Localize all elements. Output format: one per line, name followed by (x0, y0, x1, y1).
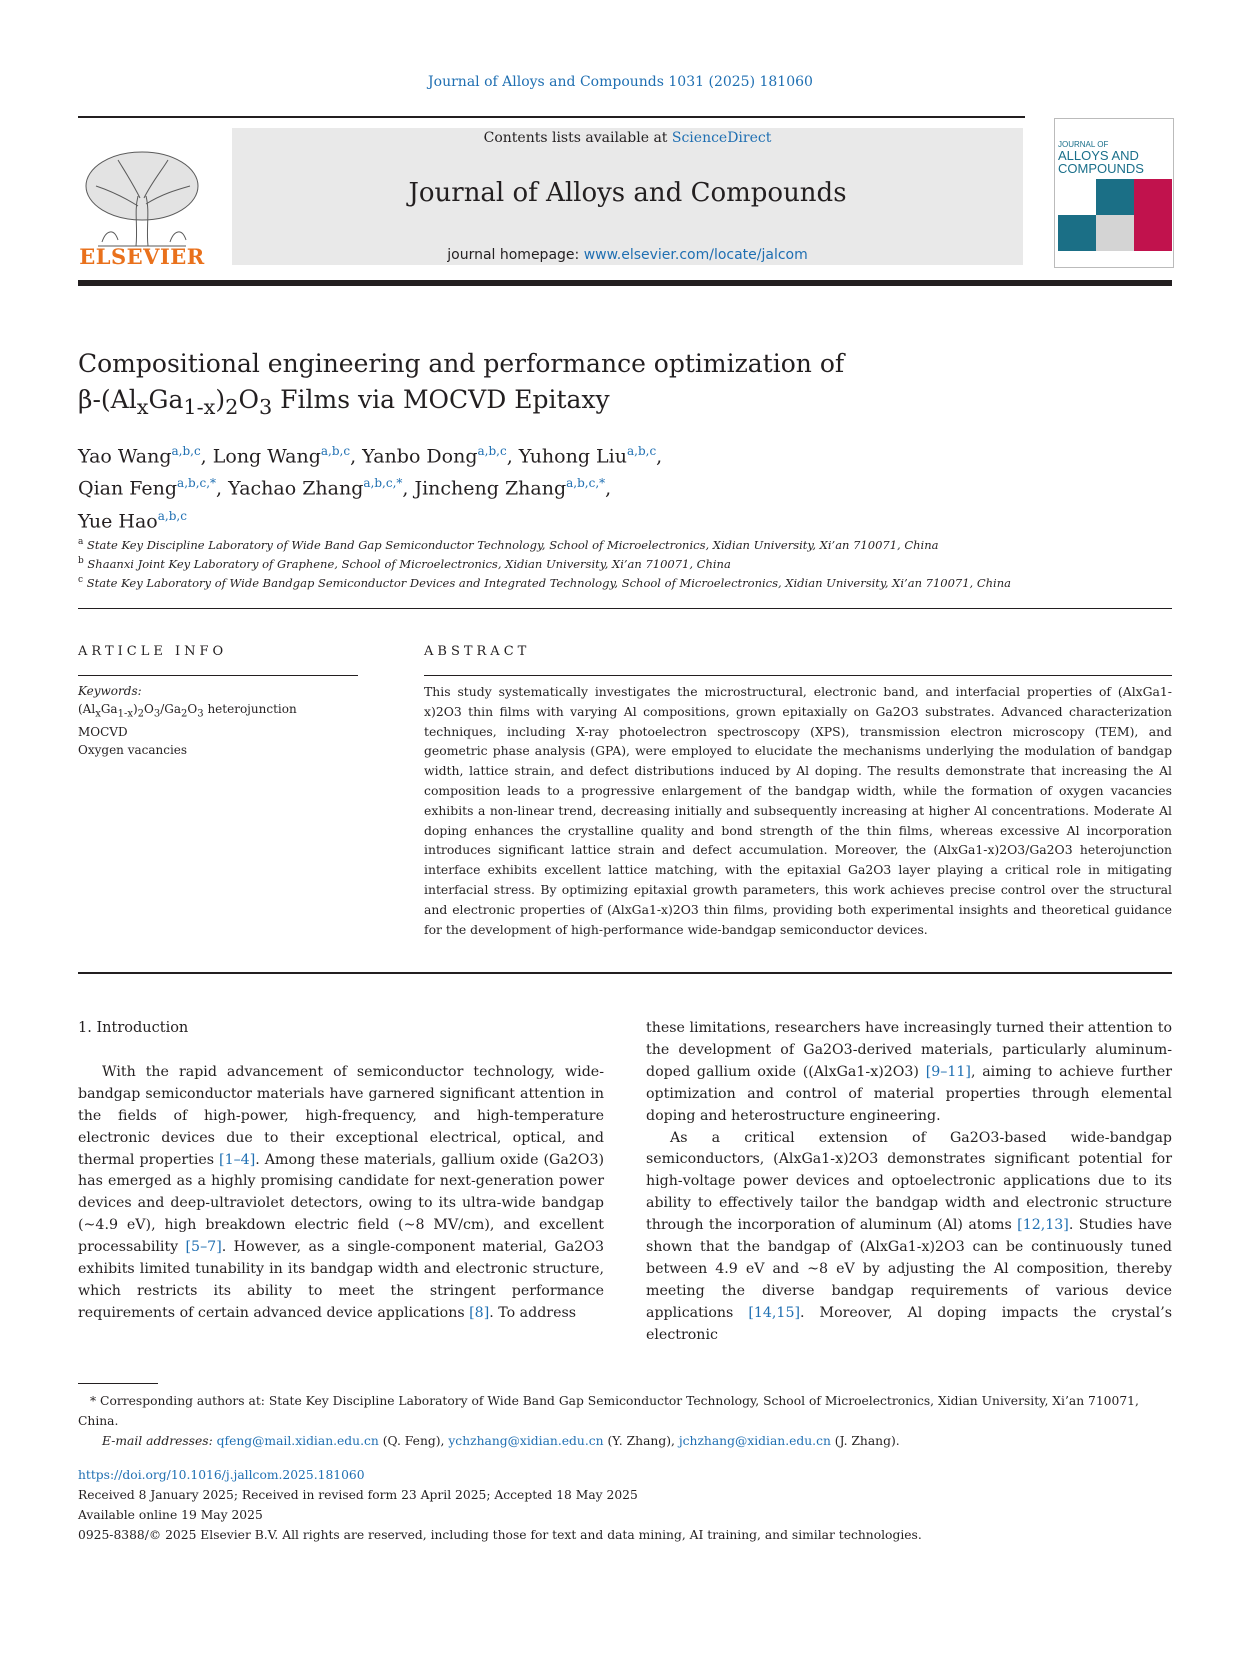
article-info-heading: ARTICLE INFO (78, 644, 228, 659)
sciencedirect-link[interactable]: ScienceDirect (671, 130, 772, 146)
header-rule (78, 116, 1025, 118)
email-ychzhang[interactable]: ychzhang@xidian.edu.cn (448, 1434, 604, 1448)
online-date: Available online 19 May 2025 (78, 1508, 263, 1522)
ref-12-13[interactable]: [12,13] (1017, 1217, 1069, 1234)
intro-paragraph-1: With the rapid advancement of semiconductor technology, wide-bandgap semiconductor materials have garnered significant attention in the fields of high-power, high-frequency, and high-temperature electronic devices due to their exceptional electrical, optical, and thermal properties [1–4]. Among these materials, gallium oxide (Ga2O3) has emerged as a highly promising candidate for next-generation power devices and deep-ultraviolet detectors, owing to its ultra-wide bandgap (~4.9 eV), high breakdown electric field (~8 MV/cm), and excellent processability [5–7]. However, as a single-component material, Ga2O3 exhibits limited tunability in its bandgap width and electronic structure, which restricts its ability to meet the stringent performance requirements of certain advanced device applications [8]. To address (78, 1063, 605, 1321)
author-name[interactable]: Yao Wang (78, 445, 172, 468)
keyword-1: $(Al_xGa_{1-x})_2O_3/Ga_2O_3$ heterojunction (78, 702, 297, 720)
body-column-right (646, 1018, 1172, 1347)
article-meta (78, 1465, 1172, 1545)
received-dates: Received 8 January 2025; Received in revised form 23 April 2025; Accepted 18 May 2025 (78, 1488, 638, 1502)
author-affiliation-marks[interactable]: a,b,c,* (566, 476, 606, 491)
journal-title: Journal of Alloys and Compounds (408, 178, 847, 208)
ref-9-11[interactable]: [9–11] (925, 1063, 971, 1080)
keywords-block (78, 682, 378, 759)
ref-14-15[interactable]: [14,15] (748, 1304, 801, 1321)
homepage-link[interactable]: www.elsevier.com/locate/jalcom (583, 247, 808, 263)
journal-citation[interactable]: Journal of Alloys and Compounds 1031 (2025) 181060 (428, 74, 813, 90)
keywords-label: Keywords: (78, 684, 142, 698)
author-separator: , (506, 445, 519, 468)
author-affiliation-marks[interactable]: a,b,c,* (363, 476, 403, 491)
corresponding-note: * Corresponding authors at: State Key Discipline Laboratory of Wide Band Gap Semiconductor Technology, School of Microelectronics, Xidian University, Xi’an 710071, China. (78, 1394, 1139, 1428)
email-qfeng[interactable]: qfeng@mail.xidian.edu.cn (216, 1434, 379, 1448)
elsevier-wordmark: ELSEVIER (79, 244, 205, 269)
ref-5-7[interactable]: [5–7] (185, 1239, 222, 1256)
footnotes (78, 1391, 1172, 1451)
abstract-text: This study systematically investigates the microstructural, electronic band, and interfacial properties of (AlxGa1-x)2O3 thin films with varying Al compositions, grown epitaxially on Ga2O3 substrates. Advanced characterization techniques, including X-ray photoelectron spectroscopy (XPS), transmission electron microscopy (TEM), and geometric phase analysis (GPA), were employed to elucidate the mechanisms underlying the modulation of bandgap width, lattice strain, and defect distributions induced by Al doping. The results demonstrate that increasing the Al composition leads to a progressive enlargement of the bandgap width, while the formation of oxygen vacancies exhibits a non-linear trend, decreasing initially and subsequently increasing at higher Al concentrations. Moderate Al doping enhances the crystalline quality and bond strength of the thin films, whereas excessive Al incorporation introduces significant lattice strain and defect accumulation. Moreover, the (AlxGa1-x)2O3/Ga2O3 heterojunction interface exhibits excellent lattice matching, with the epitaxial Ga2O3 layer playing a critical role in mitigating interfacial stress. By optimizing epitaxial growth parameters, this work achieves precise control over the structural and electronic properties of (AlxGa1-x)2O3 thin films, providing both experimental insights and theoretical guidance for the development of high-performance wide-bandgap semiconductor devices. (424, 684, 1172, 937)
author-name[interactable]: Yachao Zhang (228, 477, 364, 500)
author-list (78, 438, 1078, 535)
section-rule (78, 608, 1172, 609)
keywords-rule (78, 675, 358, 676)
author-affiliation-marks[interactable]: a,b,c (157, 508, 187, 523)
copyright: 0925-8388/© 2025 Elsevier B.V. All rights are reserved, including those for text and data mining, AI training, and similar technologies. (78, 1528, 922, 1542)
contents-line: Contents lists available at ScienceDirect (483, 130, 772, 146)
author-separator: , (605, 477, 612, 500)
ref-8[interactable]: [8] (469, 1304, 490, 1321)
author-separator: , (402, 477, 415, 500)
affiliation-b: $^b$ Shaanxi Joint Key Laboratory of Graphene, School of Microelectronics, Xidian University, Xi’an 710071, China (78, 556, 731, 571)
journal-homepage: journal homepage: www.elsevier.com/locate/jalcom (447, 247, 808, 263)
cover-title: JOURNAL OF ALLOYS AND COMPOUNDS (1058, 140, 1144, 176)
author-affiliation-marks[interactable]: a,b,c,* (177, 476, 217, 491)
author-separator: , (200, 445, 213, 468)
author-separator: , (350, 445, 363, 468)
affiliation-c: $^c$ State Key Laboratory of Wide Bandgap Semiconductor Devices and Integrated Technology, School of Microelectronics, Xidian University, Xi’an 710071, China (78, 575, 1011, 590)
body-column-left (78, 1018, 604, 1325)
author-affiliation-marks[interactable]: a,b,c (626, 444, 657, 458)
author-name[interactable]: Yuhong Liu (518, 445, 627, 468)
doi-link[interactable]: https://doi.org/10.1016/j.jallcom.2025.181060 (78, 1468, 365, 1482)
affiliation-a: $^a$ State Key Discipline Laboratory of Wide Band Gap Semiconductor Technology, School of Microelectronics, Xidian University, Xi’an 710071, China (78, 537, 939, 552)
author-name[interactable]: Yanbo Dong (362, 445, 478, 468)
email-jchzhang[interactable]: jchzhang@xidian.edu.cn (678, 1434, 831, 1448)
author-name[interactable]: Qian Feng (78, 477, 178, 500)
title-line-2: $\beta-(Al_xGa_{1-x})_2O_3$ Films via MOCVD Epitaxy (78, 385, 610, 419)
abstract-rule (424, 675, 1172, 676)
author-affiliation-marks[interactable]: a,b,c (477, 444, 507, 458)
footnote-rule (78, 1383, 158, 1384)
ref-1-4[interactable]: [1–4] (219, 1151, 256, 1168)
header-thick-rule (78, 280, 1172, 286)
keyword-2: MOCVD (78, 725, 128, 740)
author-affiliation-marks[interactable]: a,b,c (171, 444, 201, 458)
author-separator: , (216, 477, 229, 500)
intro-paragraph-1-cont: these limitations, researchers have increasingly turned their attention to the development of Ga2O3-derived materials, particularly aluminum-doped gallium oxide ((AlxGa1-x)2O3) [9–11], aiming to achieve further optimization and control of material properties through elemental doping and heterostructure engineering. (646, 1020, 1173, 1124)
author-name[interactable]: Long Wang (212, 445, 321, 468)
section-heading-introduction: 1. Introduction (78, 1020, 189, 1036)
author-name[interactable]: Yue Hao (78, 509, 158, 532)
article-title: Compositional engineering and performance optimization of $\beta-(Al_xGa_{1-x})_2O_3$ Films via MOCVD Epitaxy (78, 346, 978, 425)
email-line: E-mail addresses: qfeng@mail.xidian.edu.cn (Q. Feng), ychzhang@xidian.edu.cn (Y. Zhang), jchzhang@xidian.edu.cn (J. Zhang). (102, 1434, 900, 1448)
keyword-3: Oxygen vacancies (78, 743, 188, 758)
abstract-end-rule (78, 972, 1172, 974)
intro-paragraph-2: As a critical extension of Ga2O3-based wide-bandgap semiconductors, (AlxGa1-x)2O3 demonstrates significant potential for high-voltage power devices and optoelectronic applications due to its ability to effectively tailor the bandgap width and electronic structure through the incorporation of aluminum (Al) atoms [12,13]. Studies have shown that the bandgap of (AlxGa1-x)2O3 can be continuously tuned between 4.9 eV and ~8 eV by adjusting the Al composition, thereby meeting the diverse bandgap requirements of various device applications [14,15]. Moreover, Al doping impacts the crystal’s electronic (646, 1129, 1173, 1343)
author-separator: , (656, 445, 663, 468)
abstract-heading: ABSTRACT (424, 644, 531, 659)
author-name[interactable]: Jincheng Zhang (414, 477, 567, 500)
author-affiliation-marks[interactable]: a,b,c (320, 444, 351, 458)
